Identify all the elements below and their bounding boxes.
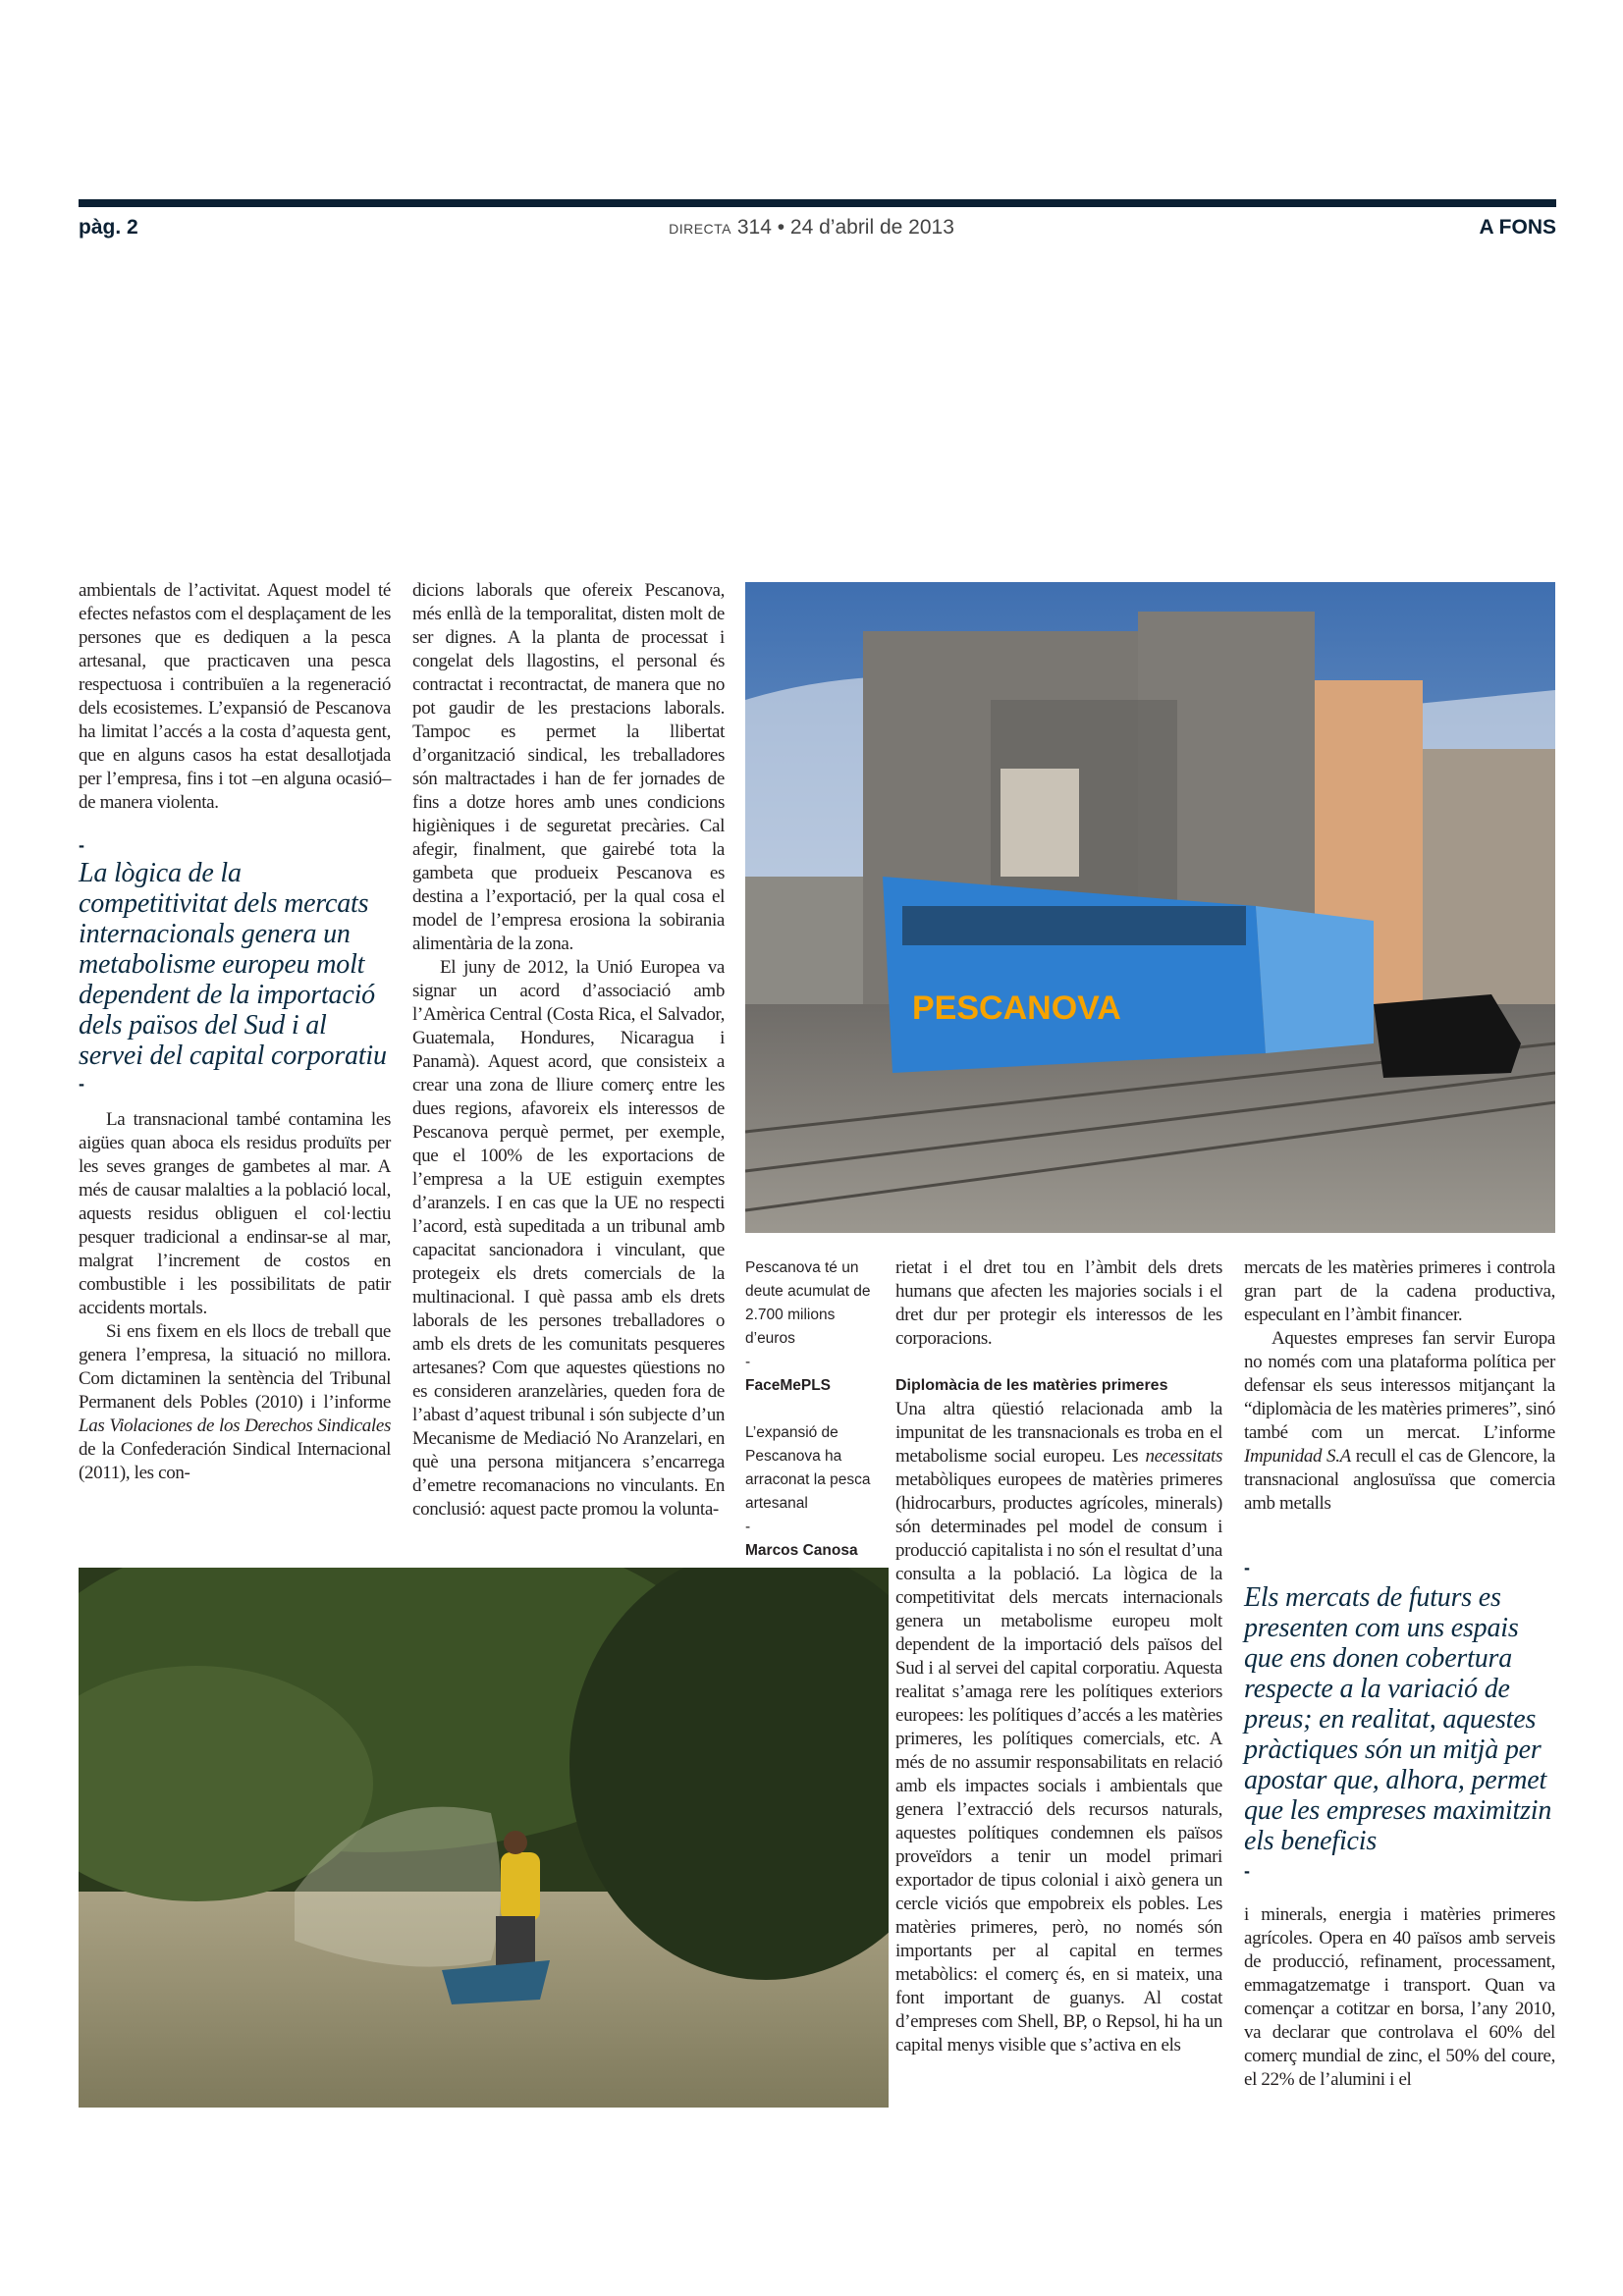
column-2	[412, 579, 725, 1522]
subheading: Diplomàcia de les matèries primeres	[895, 1377, 1168, 1394]
tram-caption: Pescanova té un deute acumulat de 2.700 milions d’euros	[745, 1259, 871, 1347]
column-5	[1244, 1256, 1555, 2092]
fisherman-photo-image	[79, 1568, 889, 2108]
issue-info	[0, 216, 1623, 240]
paragraph: rietat i el dret tou en l’àmbit dels drets humans que afecten les majories socials i el dret dur per protegir els interessos de les corporacions.	[895, 1257, 1222, 1349]
tram-photo	[745, 582, 1555, 1233]
issue-date: 314 • 24 d’abril de 2013	[736, 216, 954, 239]
paragraph: mercats de les matèries primeres i controla gran part de la cadena productiva, especulant en l’àmbit financer.	[1244, 1257, 1555, 1325]
paragraph: Si ens fixem en els llocs de treball que genera l’empresa, la situació no millora. Com dictaminen la sentència del Tribunal Permanent dels Pobles (2010) i l’informe Las Violaciones de los Derechos Sindicales de la Confederación Sindical Internacional (2011), les con-	[79, 1321, 391, 1483]
caption-separator: -	[745, 1519, 751, 1535]
fisher-photo-credit: Marcos Canosa	[745, 1542, 858, 1559]
pullquote-dash: -	[79, 1074, 84, 1094]
page-number: pàg. 2	[79, 216, 138, 239]
tram-ad-text: PESCANOVA	[912, 989, 1121, 1027]
tram-photo-image	[745, 582, 1555, 1233]
fisherman-photo	[79, 1568, 889, 2108]
tram-photo-credit: FaceMePLS	[745, 1377, 832, 1394]
photo-captions	[745, 1256, 883, 1563]
caption-separator: -	[745, 1354, 751, 1370]
pullquote-dash: -	[1244, 1558, 1250, 1577]
paragraph: El juny de 2012, la Unió Europea va signar un acord d’associació amb l’Amèrica Central (Costa Rica, el Salvador, Guatemala, Hondures, Nicaragua i Panamà). Aquest acord, que consisteix a crear una zona de lliure comerç entre les dues regions, afavoreix els interessos de Pescanova perquè permet, per exemple, que el 100% de les exportacions de l’empresa a la UE estiguin exemptes d’aranzels. I en cas que la UE no respecti l’acord, està supeditada a un tribunal amb capacitat sancionadora i vinculant, que protegeix els drets comercials de la multinacional. I què passa amb els drets laborals de les persones treballadores o amb els drets de les comunitats pesqueres artesanes? Com que aquestes qüestions no es consideren aranzelàries, queden fora de l’abast d’aquest tribunal i són subjecte d’un Mecanisme de Mediació No Aranzelari, en què una persona mitjancera s’encarrega d’emetre recomanacions no vinculants. En conclusió: aquest pacte promou la volunta-	[412, 957, 725, 1520]
column-4	[895, 1256, 1222, 2057]
report-title: Impunidad S.A	[1244, 1446, 1351, 1467]
report-title: Las Violaciones de los Derechos Sindicales	[79, 1415, 391, 1436]
paragraph: Aquestes empreses fan servir Europa no només com una plataforma política per defensar els seus interessos mitjançant la “diplomàcia de les matèries primeres”, sinó també com un mercat. L’informe Impunidad S.A recull el cas de Glencore, la transnacional anglosuïssa que comercia amb metalls	[1244, 1328, 1555, 1514]
fisher-caption: L’expansió de Pescanova ha arraconat la pesca artesanal	[745, 1424, 871, 1512]
paragraph: dicions laborals que ofereix Pescanova, més enllà de la temporalitat, disten molt de ser dignes. A la planta de processat i congelat dels llagostins, el personal és contractat i recontractat, de manera que no pot gaudir de les prestacions laborals. Tampoc es permet la llibertat d’organització sindical, les treballadores són maltractades i han de fer jornades de fins a dotze hores amb unes condicions higièniques i de seguretat precàries. Cal afegir, finalment, que gairebé tota la gambeta que produeix Pescanova es destina a l’exportació, per la qual cosa el model de l’empresa erosiona la sobirania alimentària de la zona.	[412, 580, 725, 954]
pullquote: Els mercats de futurs es presenten com uns espais que ens donen cobertura respecte a la variació de preus; en realitat, aquestes pràctiques són un mitjà per apostar que, alhora, permet que les empreses maximitzin els beneficis	[1244, 1582, 1552, 1856]
column-1	[79, 579, 391, 1485]
header-rule	[79, 199, 1556, 207]
pullquote-dash: -	[79, 835, 84, 855]
paragraph: La transnacional també contamina les aigües quan aboca els residus produïts per les seves granges de gambetes al mar. A més de causar malalties a la població local, aquests residus obliguen el col·lectiu pesquer tradicional a endinsar-se al mar, malgrat l’increment de costos en combustible i les possibilitats de patir accidents mortals.	[79, 1109, 391, 1318]
pullquote: La lògica de la competitivitat dels mercats internacionals genera un metabolisme europeu molt dependent de la importació dels països del Sud i al servei del capital corporatiu	[79, 858, 387, 1071]
paragraph: ambientals de l’activitat. Aquest model té efectes nefastos com el desplaçament de les persones que es dediquen a la pesca artesanal, que practicaven una pesca respectuosa i contribuïen a la regeneració dels ecosistemes. L’expansió de Pescanova ha limitat l’accés a la costa d’aquesta gent, que en alguns casos ha estat desallotjada per l’empresa, fins i tot –en alguna ocasió– de manera violenta.	[79, 580, 391, 813]
section-name: A FONS	[1479, 216, 1556, 239]
paragraph: Una altra qüestió relacionada amb la impunitat de les transnacionals es troba en el metabolisme social europeu. Les necessitats metabòliques europees de matèries primeres (hidrocarburs, productes agrícoles, minerals) són determinades pel model de consum i producció capitalista i no són el resultat d’una consulta a la població. La lògica de la competitivitat dels mercats internacionals genera un metabolisme europeu molt dependent de la importació dels països del Sud i al servei del capital corporatiu. Aquesta realitat s’amaga rere les polítiques exteriors europees: les polítiques d’accés a les matèries primeres, les polítiques comercials, etc. A més de no assumir responsabilitats en relació amb els impactes socials i ambientals que genera l’extracció dels recursos naturals, aquestes polítiques condemnen els països proveïdors a tenir un model primari exportador de tipus colonial i això genera un cercle viciós que empobreix els pobles. Les matèries primeres, però, no només són importants per al capital en termes metabòlics: el comerç és, en si mateix, una font important de guanys. Al costat d’empreses com Shell, BP, o Repsol, hi ha un capital menys visible que s’activa en els	[895, 1399, 1223, 2056]
publication-name: DIRECTA	[669, 221, 732, 237]
paragraph: i minerals, energia i matèries primeres agrícoles. Opera en 40 països amb serveis de producció, refinament, processament, emmagatzematge i transport. Quan va començar a cotitzar en borsa, l’any 2010, va declarar que controlava el 60% del comerç mundial de zinc, el 50% del coure, el 22% de l’alumini i el	[1244, 1904, 1555, 2090]
pullquote-dash: -	[1244, 1861, 1250, 1881]
